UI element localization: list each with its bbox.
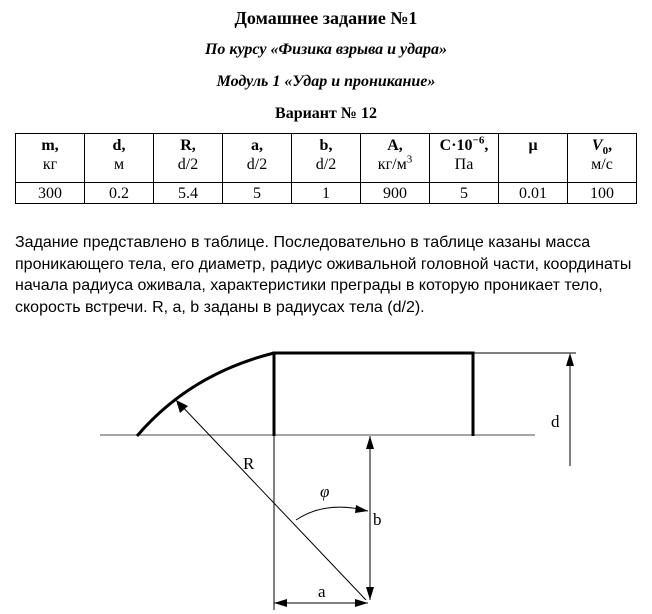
- symbol-C-text: C·10: [439, 137, 473, 154]
- table-header-row: [16, 134, 637, 183]
- label-R: R: [243, 454, 255, 473]
- b-arrow-head-top: [366, 436, 374, 449]
- unit-C: Па: [454, 156, 474, 173]
- unit-V0: м/с: [591, 156, 613, 173]
- value-cell-C: 5: [430, 183, 499, 204]
- symbol-C-tail: ,: [484, 137, 489, 154]
- value-cell-R: 5.4: [154, 183, 223, 204]
- symbol-V0-text: V: [591, 137, 603, 154]
- symbol-A: A,: [387, 137, 403, 154]
- a-arrow-head-right: [355, 599, 368, 607]
- b-arrow-head-bottom: [366, 587, 374, 600]
- parameters-table: [15, 133, 637, 204]
- header-cell-m: [16, 134, 85, 183]
- value-cell-d: 0.2: [85, 183, 154, 204]
- unit-A-text: кг/м: [377, 156, 407, 173]
- value-cell-V0: 100: [568, 183, 637, 204]
- label-b: b: [373, 510, 382, 529]
- projectile-geometry-diagram: [0, 330, 652, 614]
- task-description: Задание представлено в таблице. Последовательно в таблице казаны масса проникающего тела, его диаметр, радиус оживальной головной части, координаты начала радиуса оживала, характеристики преграды в которую проникает тело, скорость встречи. R, a, b заданы в радиусах тела (d/2).: [15, 234, 632, 316]
- header-cell-A: [361, 134, 430, 183]
- symbol-R: R,: [180, 137, 196, 154]
- header-cell-V0: [568, 134, 637, 183]
- module-title: Модуль 1 «Удар и проникание»: [216, 73, 436, 90]
- header-cell-a: [223, 134, 292, 183]
- symbol-V0-tail: ,: [608, 137, 613, 154]
- header-cell-C: [430, 134, 499, 183]
- course-title: По курсу «Физика взрыва и удара»: [204, 41, 448, 58]
- table-values-row: [16, 183, 637, 204]
- unit-A: [361, 155, 429, 174]
- header-cell-d: [85, 134, 154, 183]
- label-a: a: [318, 582, 326, 601]
- d-arrow-head: [566, 353, 574, 366]
- value-cell-b: 1: [292, 183, 361, 204]
- page-title: Домашнее задание №1: [234, 8, 418, 28]
- unit-A-exponent: 3: [406, 153, 413, 166]
- header-cell-mu: [499, 134, 568, 183]
- a-arrow-head-left: [274, 599, 287, 607]
- label-d: d: [551, 412, 560, 431]
- symbol-C-exponent: −6: [472, 134, 485, 147]
- symbol-C: [430, 136, 498, 155]
- unit-a: d/2: [246, 156, 268, 173]
- unit-b: d/2: [315, 156, 337, 173]
- symbol-V0-subscript: 0: [602, 145, 609, 158]
- symbol-d: d,: [112, 137, 126, 154]
- symbol-a: a,: [251, 137, 263, 154]
- symbol-m: m,: [41, 137, 59, 154]
- radius-line-R: [178, 402, 366, 600]
- value-cell-mu: 0.01: [499, 183, 568, 204]
- unit-R: d/2: [177, 156, 199, 173]
- header-cell-b: [292, 134, 361, 183]
- value-cell-a: 5: [223, 183, 292, 204]
- variant-title: Вариант № 12: [275, 105, 377, 122]
- symbol-V0: [568, 136, 636, 158]
- projectile-body: [274, 353, 473, 436]
- symbol-mu: μ: [528, 137, 538, 154]
- header-cell-R: [154, 134, 223, 183]
- value-cell-m: 300: [16, 183, 85, 204]
- label-phi: φ: [320, 482, 330, 501]
- value-cell-A: 900: [361, 183, 430, 204]
- symbol-b: b,: [319, 137, 333, 154]
- phi-arrow-head: [355, 505, 368, 513]
- ogive-arc: [137, 353, 274, 436]
- unit-m: кг: [42, 156, 58, 173]
- unit-d: м: [113, 156, 125, 173]
